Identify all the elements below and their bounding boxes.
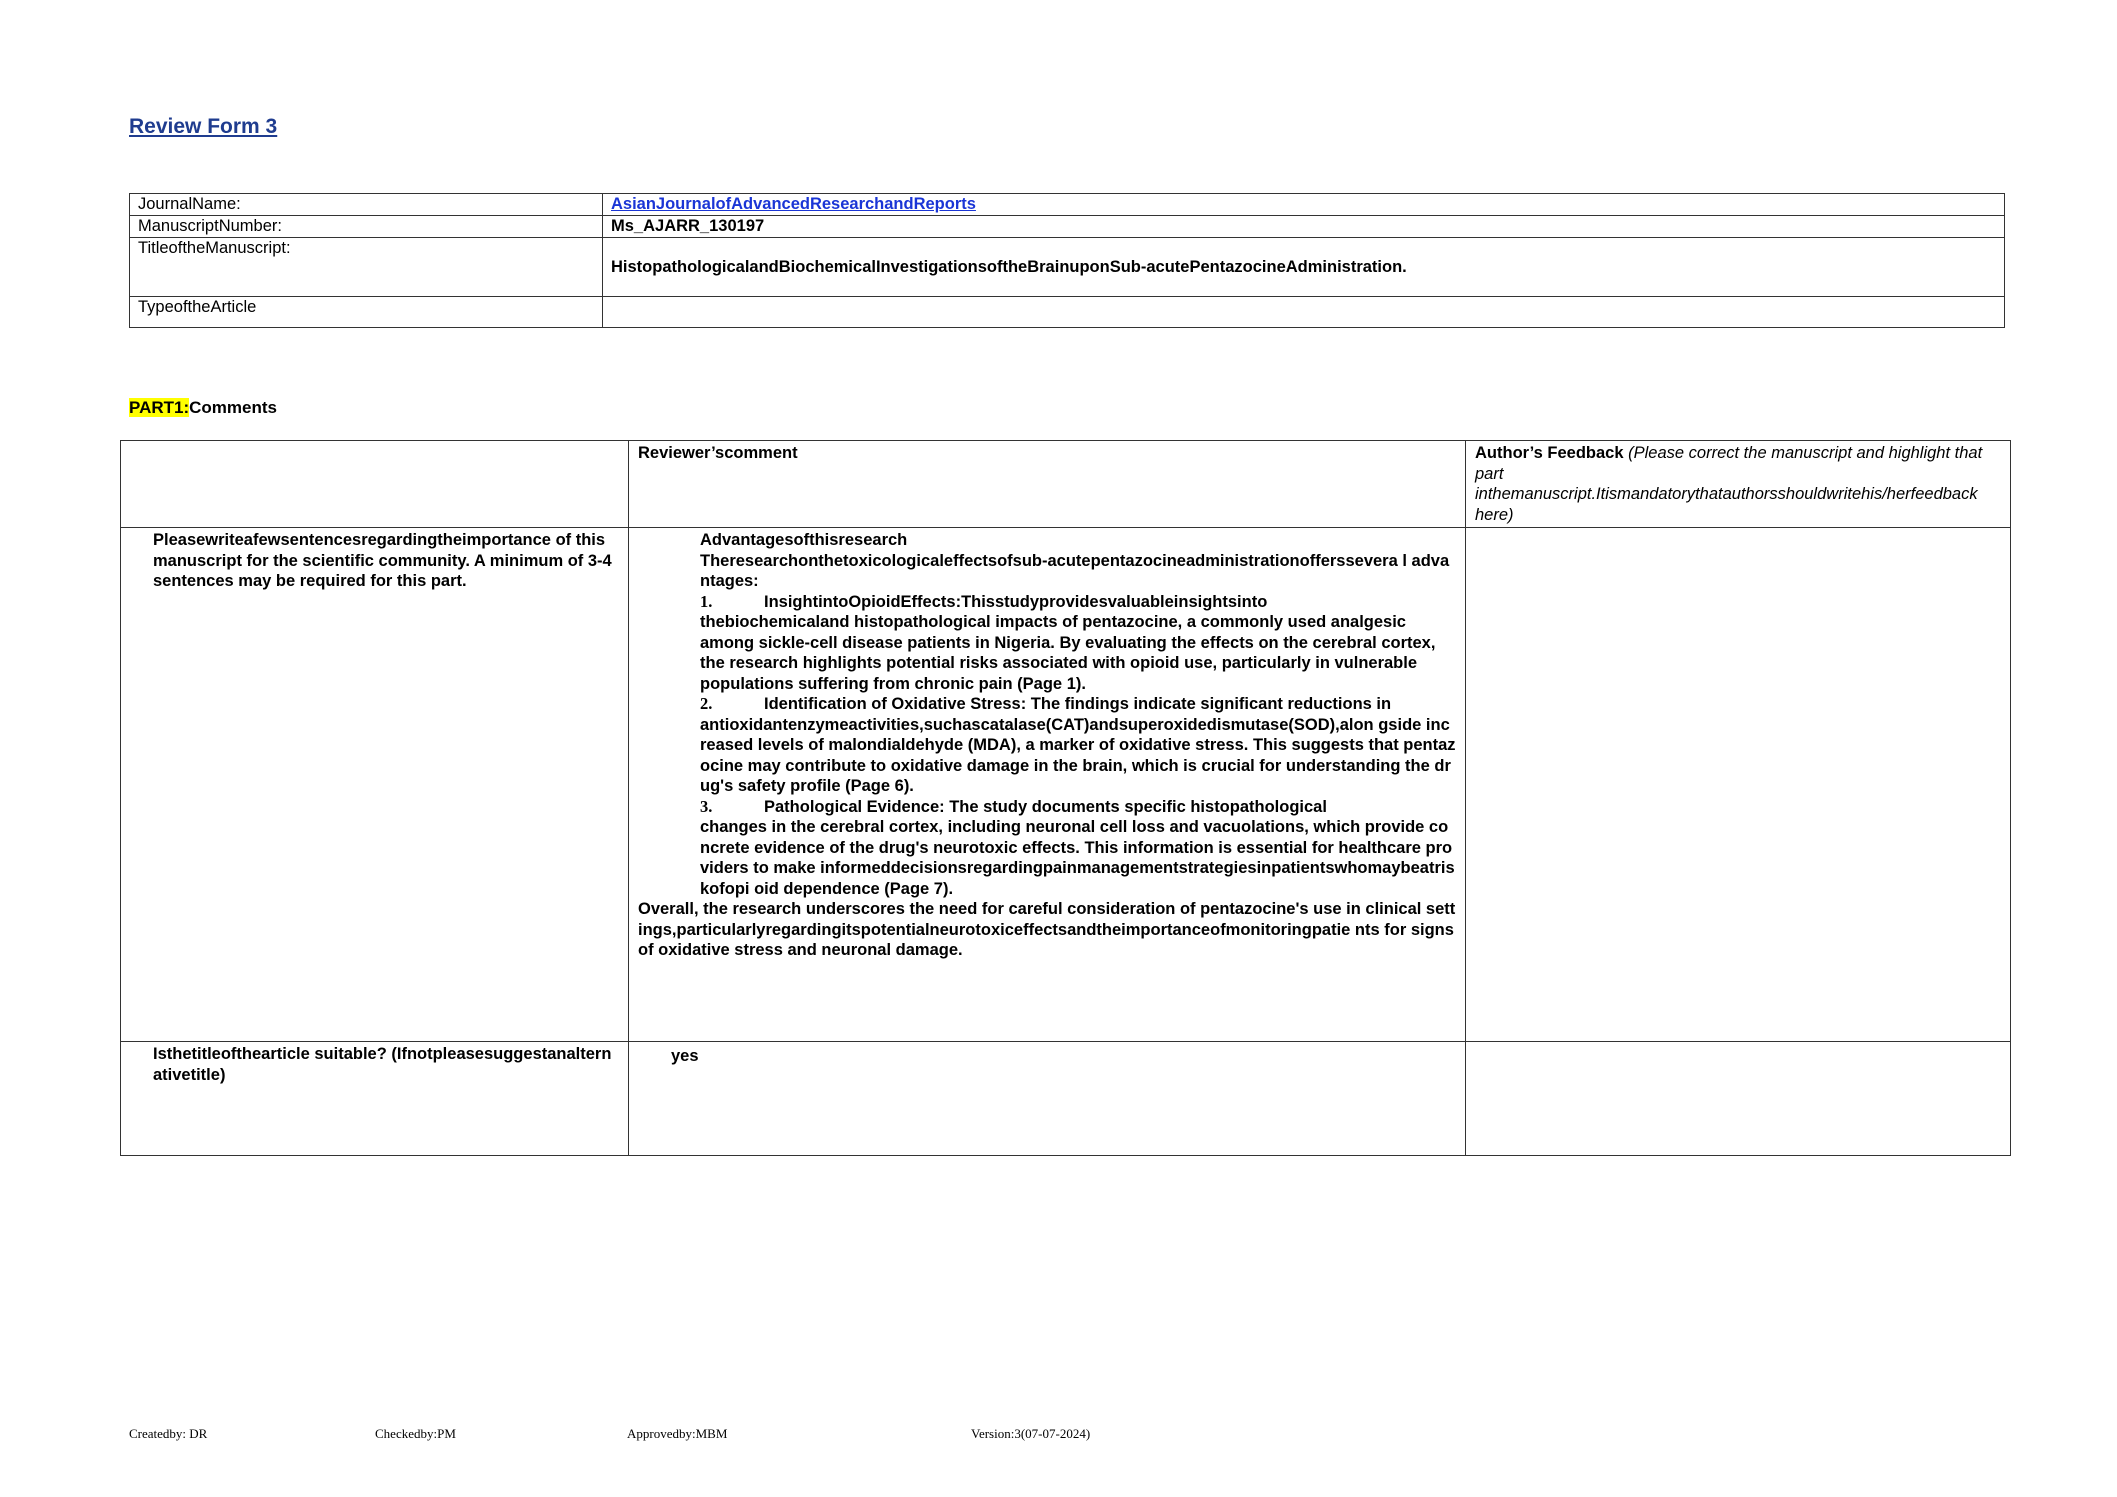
point-number: 2. (700, 694, 713, 713)
manuscript-info-table (129, 193, 2005, 328)
footer-checked-by: Checkedby:PM (375, 1426, 456, 1441)
footer-approved-by: Approvedby:MBM (627, 1426, 728, 1441)
question-importance (121, 528, 629, 1042)
author-feedback-importance[interactable] (1466, 528, 2011, 1042)
advantages-block (638, 530, 1456, 899)
question-importance-text: Pleasewriteafewsentencesregardingtheimportance of this manuscript for the scientific community. A minimum of 3-4 sentences may be required for this part. (153, 531, 612, 590)
part1-label: PART1: (129, 398, 190, 417)
manuscript-number-row (130, 216, 2005, 238)
advantage-point-3-text: changes in the cerebral cortex, including neuronal cell loss and vacuolations, which provide concrete evidence of the drug's neurotoxic effects. This information is essential for healthcare providers to make informeddecisionsregardingpainmanagementstrategiesinpatientswhomaybeatriskofopi oid dependence (Page 7). (700, 818, 1455, 898)
header-author-feedback (1466, 441, 2011, 528)
part1-heading (129, 398, 277, 418)
author-feedback-title[interactable] (1466, 1042, 2011, 1156)
journal-name-label: JournalName: (130, 194, 603, 216)
manuscript-number-label: ManuscriptNumber: (130, 216, 603, 238)
author-feedback-instructions: (Please correct the manuscript and highlight that part inthemanuscript.Itismandatorythatauthorsshouldwritehis/herfeedback here) (1475, 444, 1983, 524)
point-lead: Pathological Evidence: The study documents specific histopathological (764, 797, 1327, 816)
advantages-heading: Advantagesofthisresearch (700, 531, 908, 549)
journal-name-row (130, 194, 2005, 216)
manuscript-title-value: HistopathologicalandBiochemicalInvestigationsoftheBrainuponSub-acutePentazocineAdministration. (603, 238, 2005, 297)
journal-name-link[interactable]: AsianJournalofAdvancedResearchandReports (611, 195, 976, 213)
advantage-point-1 (700, 592, 1456, 613)
advantage-point-3 (700, 797, 1456, 818)
comments-header-row (121, 441, 2011, 528)
footer-version: Version:3(07-07-2024) (971, 1426, 1091, 1441)
comment-row-title (121, 1042, 2011, 1156)
point-lead: Identification of Oxidative Stress: The findings indicate significant reductions in (764, 695, 1392, 713)
point-number: 1. (700, 591, 713, 611)
advantage-point-1-text: thebiochemicaland histopathological impacts of pentazocine, a commonly used analgesic among sickle-cell disease patients in Nigeria. By evaluating the effects on the cerebral cortex, the research highlights potential risks associated with opioid use, particularly in vulnerable populations suffering from chronic pain (Page 1). (700, 613, 1436, 693)
manuscript-title-label: TitleoftheManuscript: (130, 238, 603, 297)
answer-yes: yes (671, 1047, 699, 1065)
comment-row-importance (121, 528, 2011, 1042)
reviewer-answer-title[interactable] (629, 1042, 1466, 1156)
comments-table (120, 440, 2011, 1156)
author-feedback-title: Author’s Feedback (1475, 444, 1624, 462)
advantages-intro: Theresearchonthetoxicologicaleffectsofsub-acutepentazocineadministrationofferssevera l advantages: (700, 551, 1450, 590)
reviewer-answer-importance[interactable] (629, 528, 1466, 1042)
manuscript-number-value: Ms_AJARR_130197 (603, 216, 2005, 238)
advantages-conclusion: Overall, the research underscores the need for careful consideration of pentazocine's use in clinical settings,particularlyregardingitspotentialneurotoxiceffectsandtheimportanceofmonitoringpatie nts for signs of oxidative stress and neuronal damage. (638, 900, 1456, 959)
advantage-point-2-text: antioxidantenzymeactivities,suchascatalase(CAT)andsuperoxidedismutase(SOD),alon gside increased levels of malondialdehyde (MDA), a marker of oxidative stress. This suggests that pentazocine may contribute to oxidative damage in the brain, which is crucial for understanding the drug's safety profile (Page 6). (700, 715, 1456, 795)
advantage-point-2 (700, 694, 1456, 715)
form-title[interactable]: Review Form 3 (129, 115, 278, 138)
article-type-row (130, 297, 2005, 328)
article-type-value[interactable] (603, 297, 2005, 328)
footer-created-by: Createdby: DR (129, 1426, 208, 1441)
question-title-text: Isthetitleofthearticle suitable? (Ifnotpleasesuggestanalternativetitle) (153, 1045, 612, 1084)
point-number: 3. (700, 796, 713, 816)
point-lead: InsightintoOpioidEffects:Thisstudyprovidesvaluableinsightsinto (764, 592, 1268, 611)
article-type-label: TypeoftheArticle (130, 297, 603, 328)
question-title-suitable (121, 1042, 629, 1156)
manuscript-title-row (130, 238, 2005, 297)
part1-comments-label: Comments (189, 398, 277, 417)
header-blank-cell (121, 441, 629, 528)
journal-name-value[interactable] (603, 194, 2005, 216)
header-reviewer-comment: Reviewer’scomment (629, 441, 1466, 528)
